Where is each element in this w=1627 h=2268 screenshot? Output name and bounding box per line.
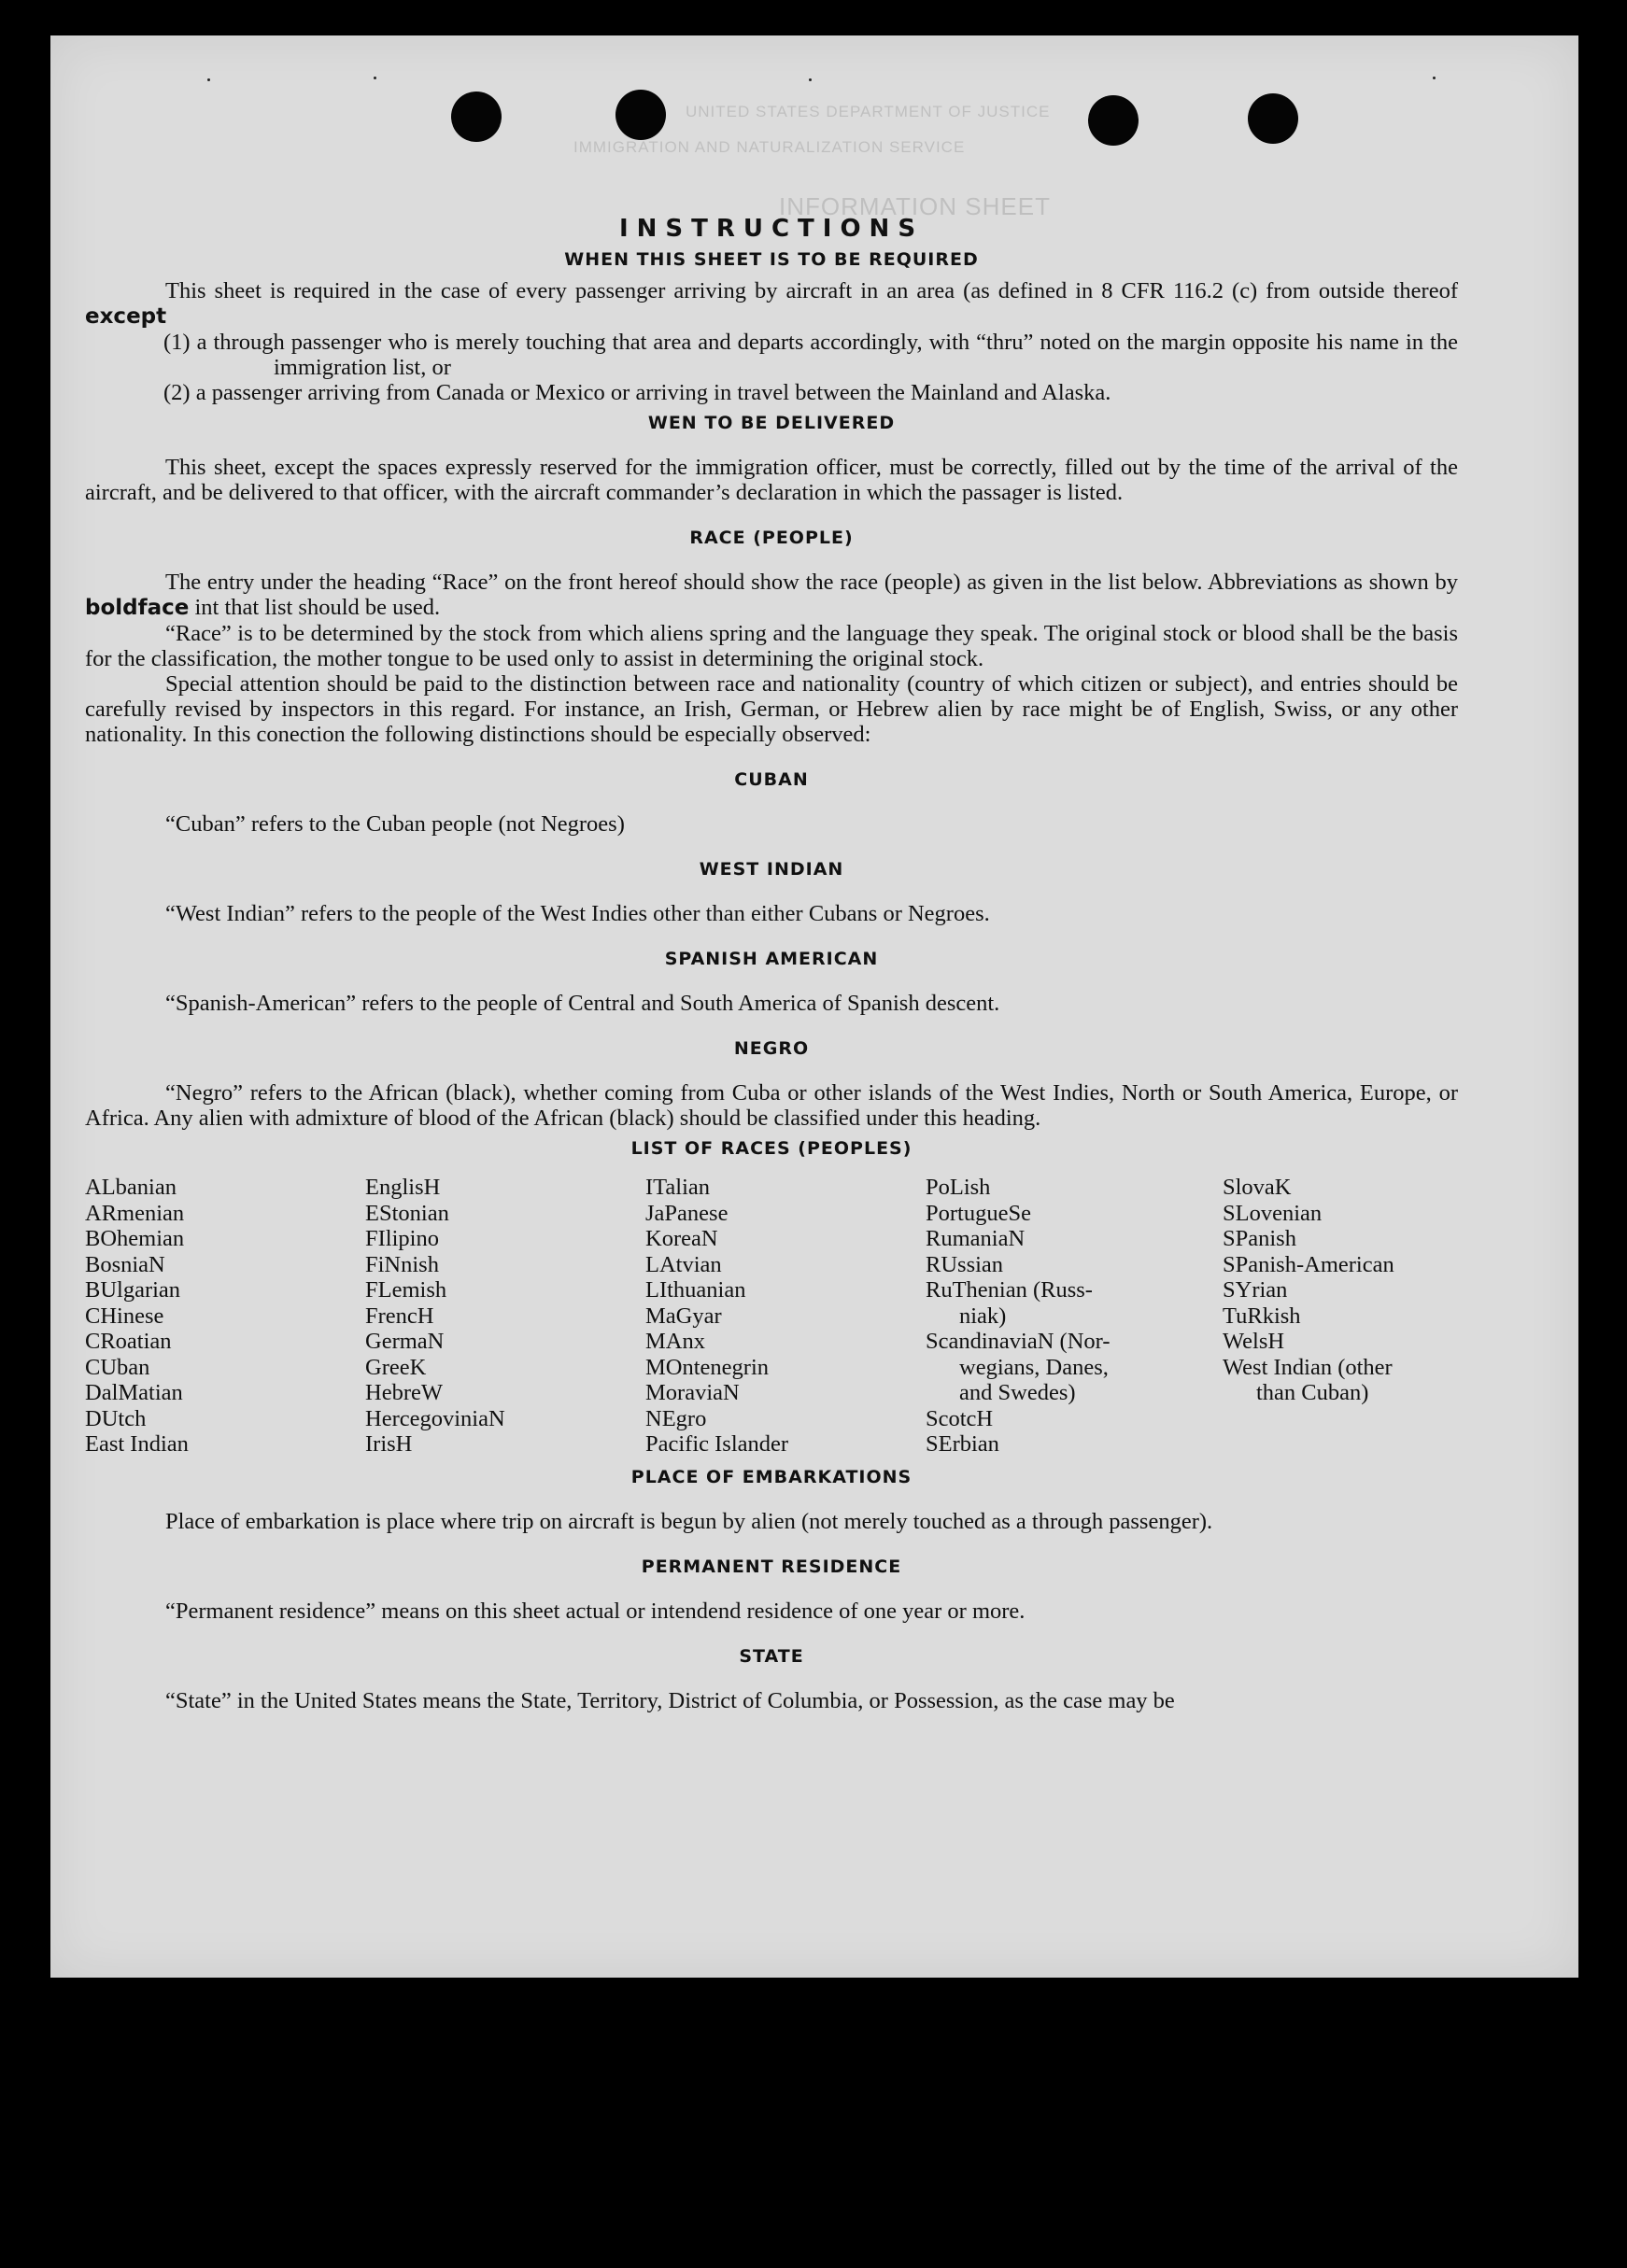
- paragraph-state: “State” in the United States means the State, Territory, District of Columbia, or Possession, as the case may be: [165, 1687, 1175, 1713]
- section-title-when-required: WHEN THIS SHEET IS TO BE REQUIRED: [564, 249, 979, 270]
- emphasis-except: except: [85, 304, 167, 329]
- paragraph-race-2: “Race” is to be determined by the stock from which aliens spring and the language they speak. The original stock or blood shall be the basis for the classification, the mother tongue to be used only to assist in determining the original stock.: [85, 621, 1458, 671]
- section-title-west-indian: WEST INDIAN: [699, 859, 844, 880]
- race-item: SPanish-American: [1223, 1251, 1394, 1277]
- race-item: GreeK: [365, 1354, 427, 1380]
- punch-hole: [451, 92, 502, 142]
- race-item: East Indian: [85, 1431, 189, 1457]
- race-item: FiNnish: [365, 1251, 439, 1277]
- race-item: PoLish: [926, 1175, 991, 1200]
- race-list-column: [85, 1175, 365, 1458]
- race-item: HercegoviniaN: [365, 1405, 505, 1431]
- page-title: INSTRUCTIONS: [618, 215, 925, 243]
- speck: [207, 78, 210, 81]
- paragraph-when-required: This sheet is required in the case of every passenger arriving by aircraft in an area (as defined in 8 CFR 116.2 (c) from outside thereof except: [85, 278, 1458, 329]
- race-item: MAnx: [645, 1329, 705, 1354]
- section-title-cuban: CUBAN: [734, 769, 809, 790]
- race-item: SErbian: [926, 1431, 999, 1457]
- race-item: ITalian: [645, 1175, 711, 1200]
- bleed-through-line: UNITED STATES DEPARTMENT OF JUSTICE: [686, 103, 1051, 120]
- race-item-continuation: wegians, Danes,: [959, 1354, 1109, 1380]
- race-item-continuation: than Cuban): [1256, 1380, 1369, 1405]
- section-title-residence: PERMANENT RESIDENCE: [641, 1556, 902, 1577]
- race-item-continuation: and Swedes): [959, 1380, 1076, 1405]
- race-item: JaPanese: [645, 1200, 729, 1226]
- race-list-column: [365, 1175, 645, 1458]
- race-item: SlovaK: [1223, 1175, 1292, 1200]
- section-title-state: STATE: [739, 1645, 804, 1667]
- list-item: (2) a passenger arriving from Canada or Mexico or arriving in travel between the Mainland and Alaska.: [163, 380, 1111, 405]
- race-item: SYrian: [1223, 1277, 1288, 1303]
- section-title-race: RACE (PEOPLE): [689, 528, 854, 548]
- race-item: FIlipino: [365, 1226, 439, 1251]
- race-item: RUssian: [926, 1251, 1004, 1277]
- paragraph-negro: “Negro” refers to the African (black), whether coming from Cuba or other islands of the West Indies, North or South America, Europe, or Africa. Any alien with admixture of blood of the African (black) should be classified under this heading.: [85, 1080, 1458, 1131]
- punch-hole: [1088, 95, 1139, 146]
- speck: [374, 77, 376, 79]
- race-item: ScotcH: [926, 1405, 994, 1431]
- race-item: RuThenian (Russ-: [926, 1277, 1093, 1303]
- bleed-through-line: IMMIGRATION AND NATURALIZATION SERVICE: [573, 138, 966, 156]
- race-list-column: [1223, 1175, 1458, 1458]
- paragraph-residence: “Permanent residence” means on this sheet actual or intendend residence of one year or more.: [165, 1598, 1026, 1624]
- section-title-list-of-races: LIST OF RACES (PEOPLES): [630, 1138, 913, 1159]
- bleed-through-line: INFORMATION SHEET: [779, 192, 1051, 220]
- race-item: RumaniaN: [926, 1226, 1026, 1251]
- race-item: MoraviaN: [645, 1380, 740, 1405]
- punch-hole: [1248, 93, 1298, 144]
- race-list-column: [645, 1175, 926, 1458]
- paragraph-spanish-american: “Spanish-American” refers to the people of Central and South America of Spanish descent.: [165, 991, 1000, 1016]
- punch-hole: [615, 90, 666, 140]
- paragraph-when-delivered: This sheet, except the spaces expressly reserved for the immigration officer, must be correctly, filled out by the time of the arrival of the aircraft, and be delivered to that officer, with the aircraft commander’s declaration in which the passager is listed.: [85, 455, 1458, 505]
- list-item: (1) a through passenger who is merely touching that area and departs accordingly, with “thru” noted on the margin opposite his name in the immigration list, or: [163, 330, 1458, 380]
- race-item: EStonian: [365, 1200, 449, 1226]
- race-list: [85, 1175, 1458, 1458]
- race-item: MOntenegrin: [645, 1354, 769, 1380]
- race-item: SPanish: [1223, 1226, 1296, 1251]
- race-item: LIthuanian: [645, 1277, 746, 1303]
- emphasis-boldface: boldface: [85, 596, 190, 620]
- section-title-embarkation: PLACE OF EMBARKATIONS: [630, 1466, 913, 1487]
- race-item: BOhemian: [85, 1226, 185, 1251]
- section-title-when-delivered: WEN TO BE DELIVERED: [647, 413, 896, 433]
- document-sheet: [50, 35, 1578, 1978]
- race-item: CUban: [85, 1354, 150, 1380]
- race-item: KoreaN: [645, 1226, 718, 1251]
- race-item: LAtvian: [645, 1251, 722, 1277]
- race-item: ALbanian: [85, 1175, 177, 1200]
- race-item: FLemish: [365, 1277, 447, 1303]
- race-item: IrisH: [365, 1431, 413, 1457]
- race-item: TuRkish: [1223, 1303, 1301, 1329]
- race-item: BosniaN: [85, 1251, 165, 1277]
- race-item: West Indian (other: [1223, 1354, 1393, 1380]
- paragraph-cuban: “Cuban” refers to the Cuban people (not Negroes): [165, 811, 625, 837]
- race-item: DUtch: [85, 1405, 147, 1431]
- race-item: CHinese: [85, 1303, 164, 1329]
- race-list-column: [926, 1175, 1223, 1458]
- speck: [809, 78, 812, 81]
- paragraph-embarkation: Place of embarkation is place where trip on aircraft is begun by alien (not merely touched as a through passenger).: [165, 1508, 1213, 1534]
- race-item-continuation: niak): [959, 1303, 1007, 1329]
- race-item: CRoatian: [85, 1329, 172, 1354]
- race-item: EnglisH: [365, 1175, 441, 1200]
- race-item: SLovenian: [1223, 1200, 1323, 1226]
- race-item: FrencH: [365, 1303, 434, 1329]
- section-title-spanish-american: SPANISH AMERICAN: [664, 949, 879, 969]
- race-item: HebreW: [365, 1380, 443, 1405]
- section-title-negro: NEGRO: [733, 1038, 810, 1059]
- speck: [1433, 77, 1436, 79]
- race-item: MaGyar: [645, 1303, 722, 1329]
- race-item: ScandinaviaN (Nor-: [926, 1329, 1111, 1354]
- race-item: Pacific Islander: [645, 1431, 789, 1457]
- race-item: GermaN: [365, 1329, 445, 1354]
- race-item: WelsH: [1223, 1329, 1285, 1354]
- instructions-body: [85, 176, 1458, 1713]
- race-item: BUlgarian: [85, 1277, 181, 1303]
- paragraph-west-indian: “West Indian” refers to the people of the West Indies other than either Cubans or Negroes.: [165, 901, 990, 926]
- race-item: DalMatian: [85, 1380, 183, 1405]
- race-item: PortugueSe: [926, 1200, 1031, 1226]
- paragraph-race-1: The entry under the heading “Race” on the front hereof should show the race (people) as given in the list below. Abbreviations as shown by boldface int that list should be used.: [85, 570, 1458, 620]
- race-item: ARmenian: [85, 1200, 185, 1226]
- paragraph-race-3: Special attention should be paid to the distinction between race and nationality (country of which citizen or subject), and entries should be carefully revised by inspectors in this regard. For instance, an Irish, German, or Hebrew alien by race might be of English, Swiss, or any other nationality. In this conection the following distinctions should be especially observed:: [85, 671, 1458, 747]
- race-item: NEgro: [645, 1405, 707, 1431]
